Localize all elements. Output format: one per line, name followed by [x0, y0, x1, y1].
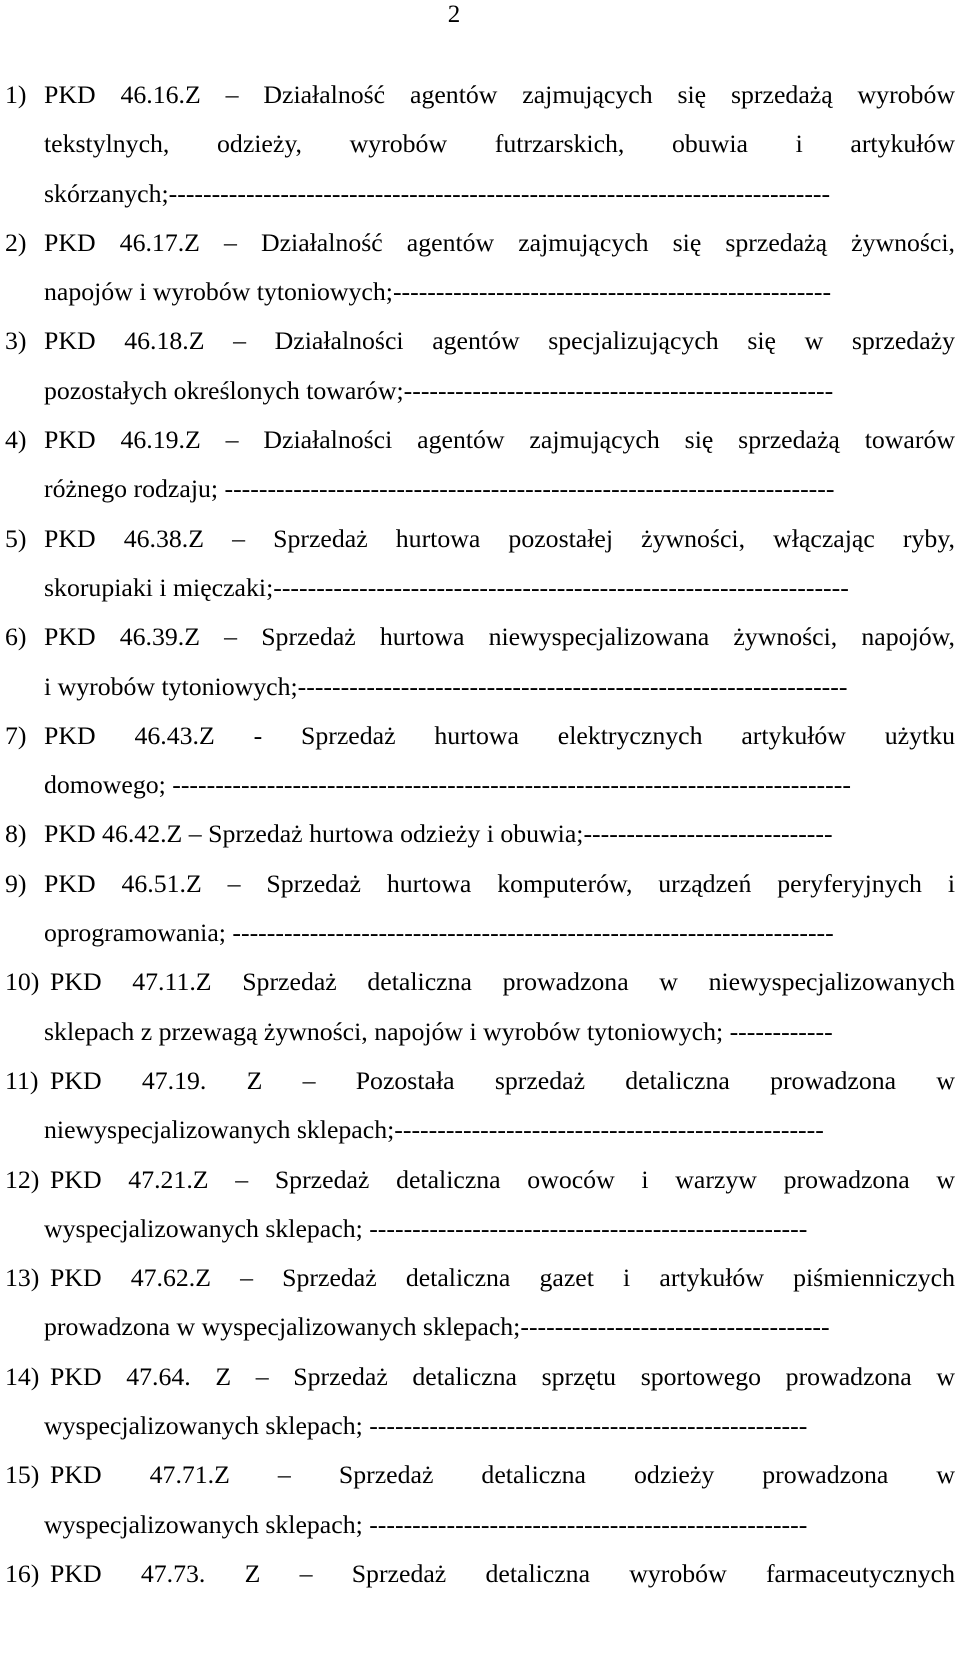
item-number: 2): [5, 227, 27, 257]
item-text-line: PKD 46.42.Z – Sprzedaż hurtowa odzieży i obuwia;-----------------------------: [44, 819, 833, 849]
item-text-line: PKD 46.19.Z – Działalności agentów zajmujących się sprzedażą towarów: [44, 425, 955, 455]
item-text-line: PKD 46.39.Z – Sprzedaż hurtowa niewyspecjalizowana żywności, napojów,: [44, 622, 955, 652]
list-item: [0, 514, 955, 613]
item-number: 6): [5, 622, 27, 652]
item-text-line: skórzanych;-----------------------------------------------------------------------------: [44, 178, 831, 208]
list-item: [0, 1056, 955, 1155]
item-text-line: niewyspecjalizowanych sklepach;--------------------------------------------------: [44, 1115, 824, 1145]
item-text-line: PKD 46.51.Z – Sprzedaż hurtowa komputerów, urządzeń peryferyjnych i: [44, 868, 955, 898]
item-text-line: PKD 47.11.Z Sprzedaż detaliczna prowadzona w niewyspecjalizowanych: [50, 967, 955, 997]
item-number: 1): [5, 80, 27, 109]
list-item: [0, 1352, 955, 1451]
item-text-line: PKD 46.16.Z – Działalność agentów zajmujących się sprzedażą wyrobów: [44, 80, 955, 109]
list-item: [0, 1253, 955, 1352]
item-text-line: wyspecjalizowanych sklepach; ---------------------------------------------------: [44, 1411, 808, 1441]
list-item: [0, 1549, 955, 1598]
item-number: 4): [5, 425, 27, 455]
item-text-line: PKD 46.43.Z - Sprzedaż hurtowa elektrycznych artykułów użytku: [44, 720, 955, 750]
item-number: 3): [5, 326, 27, 356]
list-item: [0, 859, 955, 958]
item-text-line: PKD 47.71.Z – Sprzedaż detaliczna odzieży prowadzona w: [50, 1460, 955, 1490]
item-text-line: wyspecjalizowanych sklepach; ---------------------------------------------------: [44, 1213, 808, 1243]
item-text-line: i wyrobów tytoniowych;----------------------------------------------------------------: [44, 671, 848, 701]
list-item: [0, 415, 955, 514]
list-item: [0, 1155, 955, 1254]
item-text-line: PKD 46.38.Z – Sprzedaż hurtowa pozostałej żywności, włączając ryby,: [44, 523, 955, 553]
item-text-line: PKD 47.19. Z – Pozostała sprzedaż detaliczna prowadzona w: [50, 1065, 955, 1095]
item-text-line: napojów i wyrobów tytoniowych;---------------------------------------------------: [44, 277, 832, 307]
item-number: 14): [5, 1361, 40, 1391]
item-number: 9): [5, 868, 27, 898]
item-text-line: PKD 46.17.Z – Działalność agentów zajmujących się sprzedażą żywności,: [44, 227, 955, 257]
list-item: [0, 711, 955, 810]
item-number: 5): [5, 523, 27, 553]
item-text-line: PKD 47.21.Z – Sprzedaż detaliczna owoców i warzyw prowadzona w: [50, 1164, 955, 1194]
item-text-line: różnego rodzaju; -----------------------------------------------------------------------: [44, 474, 835, 504]
item-number: 15): [5, 1460, 40, 1490]
item-text-line: PKD 47.73. Z – Sprzedaż detaliczna wyrobów farmaceutycznych: [50, 1558, 955, 1588]
list-item: [0, 612, 955, 711]
item-text-line: PKD 47.62.Z – Sprzedaż detaliczna gazet i artykułów piśmienniczych: [50, 1263, 955, 1293]
item-text-line: tekstylnych, odzieży, wyrobów futrzarskich, obuwia i artykułów: [44, 129, 955, 159]
list-item: [0, 218, 955, 317]
item-text-line: PKD 46.18.Z – Działalności agentów specjalizujących się w sprzedaży: [44, 326, 955, 356]
item-text-line: domowego; -------------------------------------------------------------------------------: [44, 770, 851, 800]
item-text-line: sklepach z przewagą żywności, napojów i wyrobów tytoniowych; ------------: [44, 1016, 833, 1046]
item-number: 12): [5, 1164, 40, 1194]
item-number: 11): [5, 1065, 39, 1095]
list-item: [0, 957, 955, 1056]
item-number: 8): [5, 819, 27, 849]
item-number: 7): [5, 720, 27, 750]
list-item: [0, 70, 955, 218]
list-item: [0, 1450, 955, 1549]
item-text-line: pozostałych określonych towarów;--------------------------------------------------: [44, 375, 834, 405]
item-text-line: PKD 47.64. Z – Sprzedaż detaliczna sprzętu sportowego prowadzona w: [50, 1361, 955, 1391]
pkd-list: [0, 70, 955, 1598]
item-number: 10): [5, 967, 40, 997]
item-text-line: skorupiaki i mięczaki;-------------------------------------------------------------------: [44, 572, 849, 602]
item-number: 16): [5, 1558, 40, 1588]
item-text-line: prowadzona w wyspecjalizowanych sklepach;------------------------------------: [44, 1312, 830, 1342]
list-item: [0, 316, 955, 415]
item-number: 13): [5, 1263, 40, 1293]
item-text-line: oprogramowania; ----------------------------------------------------------------------: [44, 918, 834, 948]
page-number: 2: [447, 1, 461, 28]
list-item: [0, 809, 955, 858]
item-text-line: wyspecjalizowanych sklepach; ---------------------------------------------------: [44, 1509, 808, 1539]
